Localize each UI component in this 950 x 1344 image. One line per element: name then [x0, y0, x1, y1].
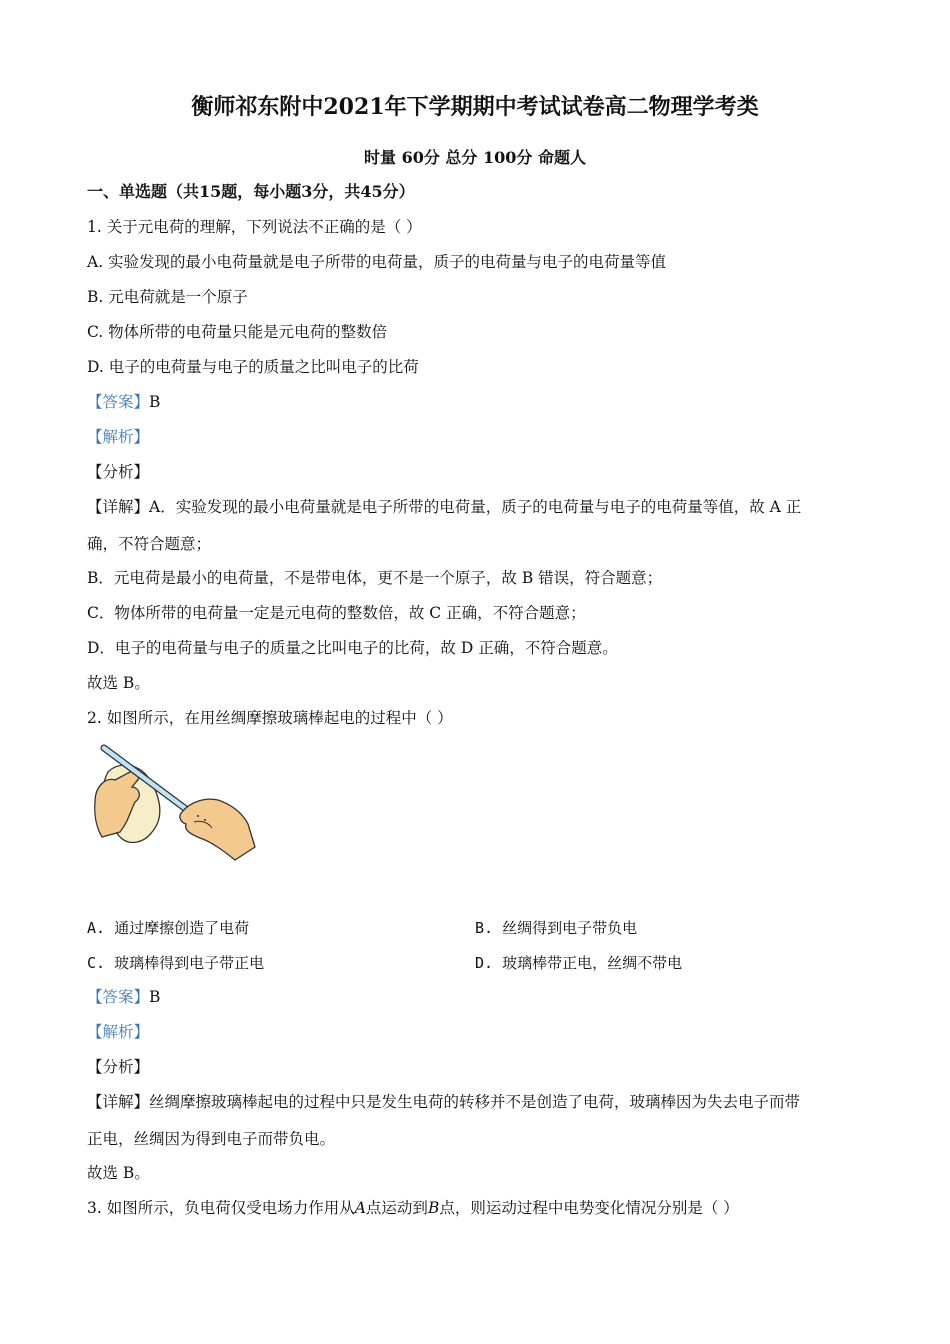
- q2-detail-1b: 正电，丝绸因为得到电子而带负电。: [87, 1130, 336, 1148]
- q2-option-b: [475, 917, 637, 939]
- q1-option-d: D. 电子的电荷量与电子的质量之比叫电子的比荷: [87, 358, 419, 376]
- point-b-label: B: [427, 1199, 440, 1217]
- q1-option-a: A. 实验发现的最小电荷量就是电子所带的电荷量，质子的电荷量与电子的电荷量等值: [87, 253, 667, 271]
- option-letter: A.: [87, 919, 106, 937]
- answer-value: B: [149, 988, 161, 1006]
- q1-fenxi: 【分析】: [87, 463, 150, 481]
- q1-stem: 1. 关于元电荷的理解，下列说法不正确的是（ ）: [87, 218, 422, 236]
- section-heading: 一、单选题（共15题，每小题3分，共45分）: [87, 182, 415, 201]
- page-title: 衡师祁东附中2021年下学期期中考试试卷高二物理学考类: [191, 94, 759, 120]
- q1-detail-2: B．元电荷是最小的电荷量，不是带电体，更不是一个原子，故 B 错误，符合题意；: [87, 569, 663, 587]
- point-a-label: A: [354, 1199, 366, 1217]
- detail-tag: 【详解】: [87, 1093, 150, 1111]
- answer-value: B: [149, 393, 161, 411]
- q1-analysis-tag: 【解析】: [87, 428, 150, 446]
- q2-conclusion: 故选 B。: [87, 1164, 150, 1182]
- detail-text: A．实验发现的最小电荷量就是电子所带的电荷量，质子的电荷量与电子的电荷量等值，故 A 正: [149, 498, 802, 516]
- option-letter: C.: [87, 954, 106, 972]
- q1-answer: [87, 391, 160, 413]
- answer-tag: 【答案】: [87, 393, 150, 411]
- q3-stem: [87, 1197, 739, 1219]
- option-text: 玻璃棒带正电，丝绸不带电: [502, 954, 683, 972]
- q1-detail-3: C．物体所带的电荷量一定是元电荷的整数倍，故 C 正确，不符合题意；: [87, 604, 586, 622]
- q1-conclusion: 故选 B。: [87, 674, 150, 692]
- q1-option-b: B. 元电荷就是一个原子: [87, 288, 248, 306]
- exam-info: 时量 60分 总分 100分 命题人: [364, 148, 586, 167]
- q3-stem-mid: 点运动到: [365, 1199, 428, 1217]
- q1-detail-1b: 确，不符合题意；: [87, 535, 212, 553]
- option-text: 通过摩擦创造了电荷: [114, 919, 250, 937]
- q2-option-d: [475, 952, 682, 974]
- q1-option-c: C. 物体所带的电荷量只能是元电荷的整数倍: [87, 323, 388, 341]
- q2-answer: [87, 986, 160, 1008]
- q2-stem: 2. 如图所示，在用丝绸摩擦玻璃棒起电的过程中（ ）: [87, 709, 453, 727]
- q3-stem-pre: 3. 如图所示，负电荷仅受电场力作用从: [87, 1199, 355, 1217]
- q2-option-a: [87, 917, 249, 939]
- rubbing-glass-rod-figure: [90, 742, 260, 867]
- option-text: 玻璃棒得到电子带正电: [114, 954, 265, 972]
- answer-tag: 【答案】: [87, 988, 150, 1006]
- q1-detail-4: D．电子的电荷量与电子的质量之比叫电子的比荷，故 D 正确，不符合题意。: [87, 639, 618, 657]
- q3-stem-post: 点，则运动过程中电势变化情况分别是（ ）: [439, 1199, 739, 1217]
- option-letter: D.: [475, 954, 494, 972]
- q2-analysis-tag: 【解析】: [87, 1023, 150, 1041]
- detail-tag: 【详解】: [87, 498, 150, 516]
- option-letter: B.: [475, 919, 494, 937]
- detail-text: 丝绸摩擦玻璃棒起电的过程中只是发生电荷的转移并不是创造了电荷，玻璃棒因为失去电子而带: [149, 1093, 801, 1111]
- q2-detail-1: [87, 1091, 800, 1113]
- q1-detail-1: [87, 496, 801, 518]
- q2-option-c: [87, 952, 264, 974]
- q2-fenxi: 【分析】: [87, 1058, 150, 1076]
- right-hand: [180, 799, 255, 860]
- option-text: 丝绸得到电子带负电: [502, 919, 638, 937]
